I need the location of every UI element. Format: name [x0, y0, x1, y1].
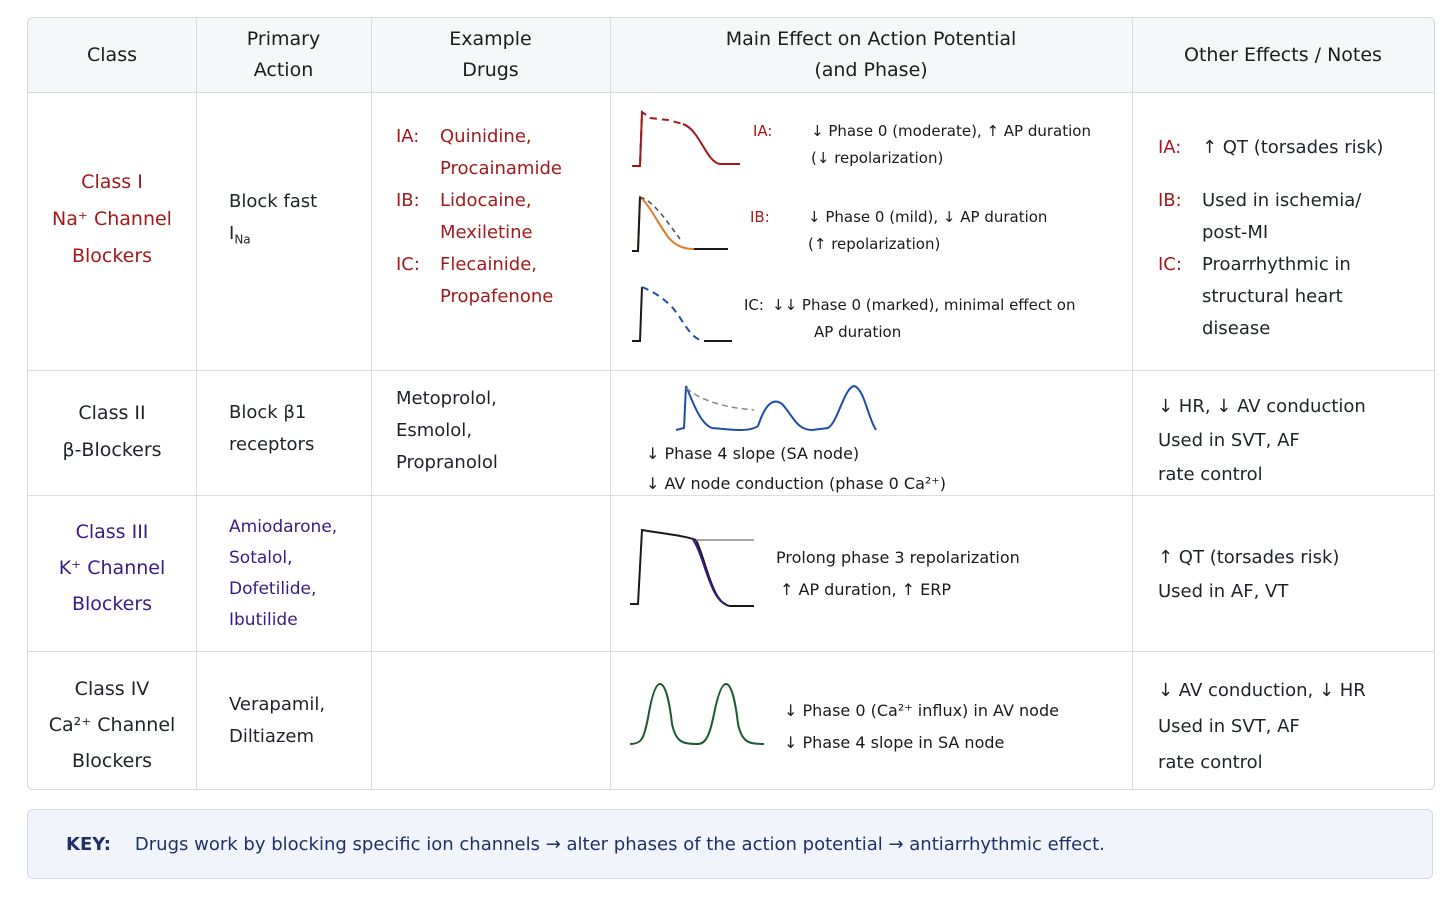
effect-tag: IA: — [753, 122, 773, 140]
drug-name: Verapamil, — [229, 694, 326, 715]
class2-ap-curve — [672, 380, 902, 435]
effect-tag: IB: — [750, 208, 770, 226]
effect-text: ↓↓ Phase 0 (marked), minimal effect on — [772, 296, 1076, 314]
header-main-effect — [610, 18, 1132, 92]
class1-action-current-sub: Na — [234, 232, 251, 247]
note-text: Proarrhythmic in — [1202, 254, 1351, 275]
note-text: ↓ AV conduction, ↓ HR — [1158, 680, 1366, 701]
class1b-effect — [750, 204, 1130, 258]
drug-name: Lidocaine, — [440, 190, 532, 211]
drug-tag: IC: — [396, 254, 420, 275]
header-other-effects — [1132, 18, 1434, 92]
drug-name: Amiodarone, — [229, 517, 338, 537]
class1a-ap-curve — [628, 106, 748, 176]
class4-effect — [784, 695, 1129, 759]
note-text: Used in AF, VT — [1158, 581, 1289, 602]
class3-subtitle2: Blockers — [71, 593, 153, 615]
note-text: ↑ QT (torsades risk) — [1158, 547, 1340, 568]
header-main-effect-line1: Main Effect on Action Potential — [725, 28, 1017, 50]
class2-notes — [1158, 390, 1428, 492]
class1-drug-ia-2 — [396, 153, 608, 185]
drug-name: Ibutilide — [229, 610, 298, 630]
divider — [371, 18, 372, 789]
class1-drug-ic-2 — [396, 281, 608, 313]
effect-text: ↑ AP duration, ↑ ERP — [780, 580, 952, 599]
class2-title: Class II — [78, 402, 146, 424]
note-tag: IA: — [1158, 137, 1182, 158]
effect-text: ↓ Phase 4 slope in SA node — [784, 733, 1005, 752]
class2-subtitle: β-Blockers — [62, 439, 162, 461]
note-text: post-MI — [1202, 222, 1269, 243]
class1-action-current: I — [229, 223, 235, 244]
header-class — [28, 18, 196, 92]
class1-action — [229, 186, 369, 256]
note-tag: IC: — [1158, 254, 1182, 275]
drug-name: Mexiletine — [440, 222, 533, 243]
effect-tag: IC: — [744, 296, 764, 314]
divider — [610, 18, 611, 789]
header-main-effect-line2: (and Phase) — [814, 59, 928, 81]
class1-drug-ic — [396, 249, 608, 281]
effect-text: AP duration — [814, 323, 902, 341]
class1-notes — [1158, 132, 1428, 345]
class4-drugs — [229, 689, 369, 753]
class1-name — [28, 164, 196, 275]
divider — [196, 18, 197, 789]
effect-row — [750, 204, 1130, 231]
note-row — [1158, 185, 1428, 217]
key-label: KEY: — [66, 833, 111, 855]
drug-name: Esmolol, — [396, 420, 473, 441]
drug-name: Sotalol, — [229, 548, 293, 568]
divider — [28, 651, 1434, 652]
class1a-effect — [753, 118, 1133, 172]
effect-text: ↓ Phase 4 slope (SA node) — [646, 444, 860, 463]
note-tag: IB: — [1158, 190, 1182, 211]
class1-action-line2 — [229, 218, 369, 256]
class4-title: Class IV — [74, 678, 150, 700]
class1-action-line1: Block fast — [229, 191, 318, 212]
class1-drug-ia — [396, 121, 608, 153]
class2-effect — [646, 439, 1126, 499]
effect-text: ↓ Phase 0 (mild), ↓ AP duration — [808, 208, 1048, 226]
class1c-effect — [744, 292, 1129, 346]
class1-title: Class I — [81, 171, 143, 193]
note-text: Used in SVT, AF — [1158, 430, 1300, 451]
class3-name — [28, 514, 196, 622]
class3-subtitle: K⁺ Channel — [58, 557, 166, 579]
drug-name: Propranolol — [396, 452, 498, 473]
class2-action — [229, 397, 369, 461]
note-text: rate control — [1158, 752, 1263, 773]
note-row — [1158, 132, 1428, 164]
class2-name — [28, 395, 196, 469]
effect-row — [744, 292, 1129, 319]
note-text: Used in ischemia/ — [1202, 190, 1362, 211]
header-class-label: Class — [87, 43, 137, 66]
class1-drugs — [396, 121, 608, 313]
class3-title: Class III — [75, 521, 149, 543]
antiarrhythmic-table — [27, 17, 1435, 790]
class3-drugs — [229, 512, 369, 636]
class3-effect — [776, 542, 1116, 606]
drug-name: Dofetilide, — [229, 579, 317, 599]
note-text: Used in SVT, AF — [1158, 716, 1300, 737]
drug-tag: IA: — [396, 126, 420, 147]
note-text: ↑ QT (torsades risk) — [1202, 137, 1384, 158]
class1-subtitle2: Blockers — [71, 245, 153, 267]
effect-text: ↓ Phase 0 (Ca²⁺ influx) in AV node — [784, 701, 1059, 720]
effect-row — [753, 118, 1133, 145]
note-row — [1158, 249, 1428, 281]
effect-text: ↓ AV node conduction (phase 0 Ca²⁺) — [646, 474, 946, 493]
class3-ap-curve — [626, 524, 761, 609]
header-other-effects-label: Other Effects / Notes — [1184, 43, 1382, 66]
class4-ap-curve — [626, 678, 776, 748]
drug-name: Procainamide — [440, 158, 562, 179]
class2-action-line2: receptors — [229, 434, 315, 455]
class2-action-line1: Block β1 — [229, 402, 307, 423]
divider — [28, 370, 1434, 371]
key-callout — [27, 809, 1433, 879]
drug-name: Quinidine, — [440, 126, 532, 147]
header-primary-action — [196, 18, 371, 92]
key-text: Drugs work by blocking specific ion channels → alter phases of the action potential → antiarrhythmic effect. — [134, 833, 1105, 855]
effect-text: Prolong phase 3 repolarization — [776, 548, 1020, 567]
note-text: disease — [1202, 318, 1271, 339]
drug-name: Diltiazem — [229, 726, 315, 747]
class4-subtitle2: Blockers — [71, 750, 153, 772]
note-text: ↓ HR, ↓ AV conduction — [1158, 396, 1366, 417]
class3-notes — [1158, 541, 1428, 609]
header-primary-action-label: Primary Action — [246, 28, 321, 81]
class2-drugs — [396, 383, 608, 479]
class1-drug-ib — [396, 185, 608, 217]
effect-text: (↑ repolarization) — [808, 235, 941, 253]
drug-name: Propafenone — [440, 286, 554, 307]
drug-name: Flecainide, — [440, 254, 537, 275]
drug-tag: IB: — [396, 190, 420, 211]
effect-text: (↓ repolarization) — [811, 149, 944, 167]
class4-subtitle: Ca²⁺ Channel — [48, 714, 176, 736]
class1-drug-ib-2 — [396, 217, 608, 249]
class1b-ap-curve — [628, 193, 748, 263]
drug-name: Metoprolol, — [396, 388, 497, 409]
class4-notes — [1158, 673, 1433, 781]
class4-name — [28, 671, 196, 779]
note-text: structural heart — [1202, 286, 1343, 307]
header-example-drugs — [371, 18, 610, 92]
note-text: rate control — [1158, 464, 1263, 485]
class1-subtitle: Na⁺ Channel — [52, 208, 172, 230]
header-example-drugs-label: Example Drugs — [449, 28, 532, 81]
class1c-ap-curve — [628, 283, 748, 353]
effect-text: ↓ Phase 0 (moderate), ↑ AP duration — [811, 122, 1091, 140]
